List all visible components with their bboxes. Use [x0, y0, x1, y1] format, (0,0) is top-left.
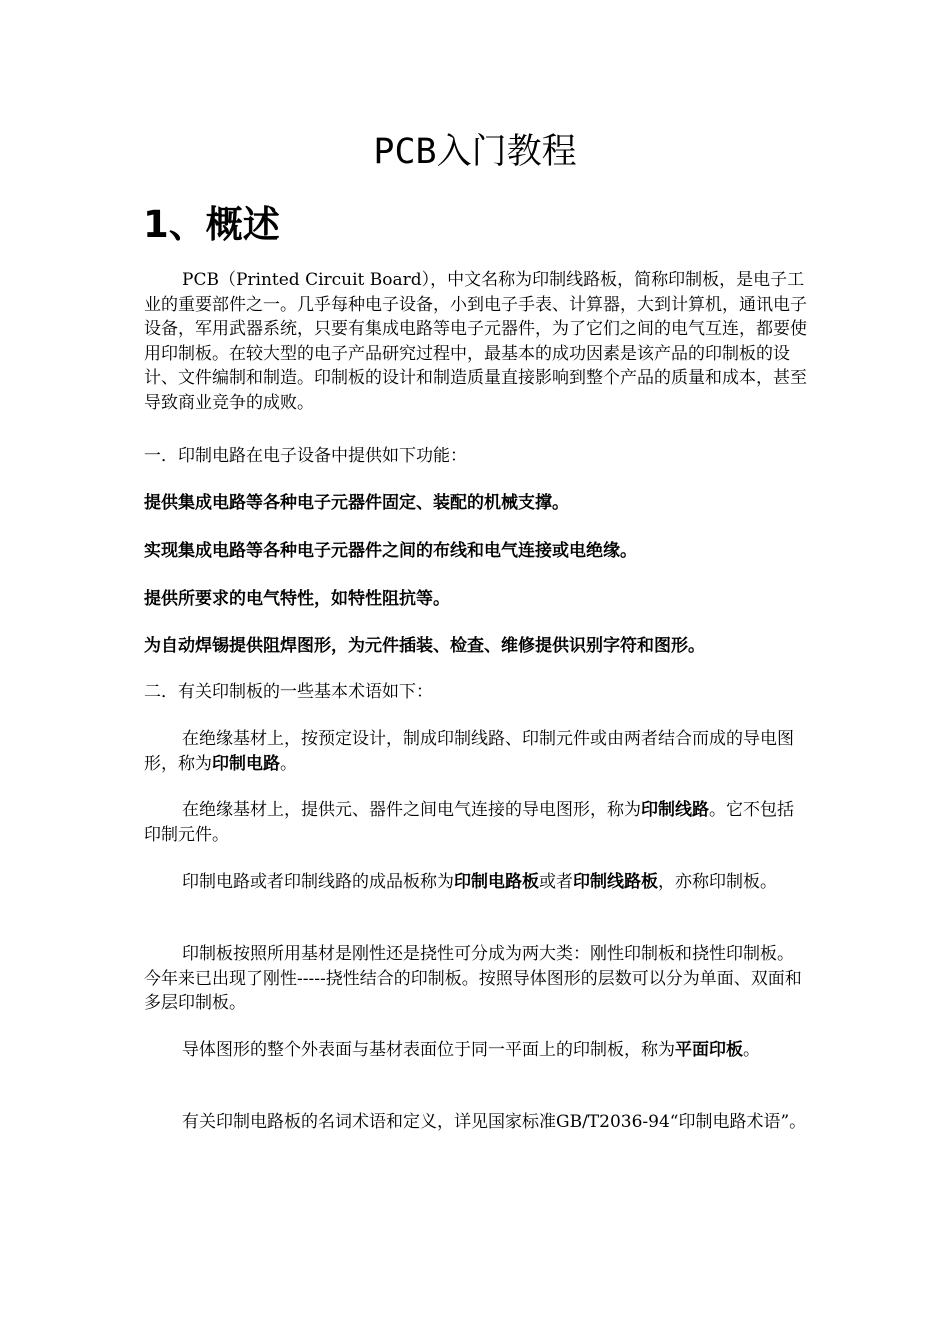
intro-paragraph: PCB（Printed Circuit Board），中文名称为印制线路板，简称印制板，是电子工业的重要部件之一。几乎每种电子设备，小到电子手表、计算器，大到计算机，通讯电子设备，军用武器系统，只要有集成电路等电子元器件，为了它们之间的电气互连，都要使用印制板。在较大型的电子产品研究过程中，最基本的成功因素是该产品的印制板的设计、文件编制和制造。印制板的设计和制造质量直接影响到整个产品的质量和成本，甚至导致商业竞争的成败。 [144, 270, 807, 413]
term-p2-end: 。它不包括印制元件。 [144, 800, 794, 845]
term-p2-text: 在绝缘基材上，提供元、器件之间电气连接的导电图形，称为 [182, 800, 641, 820]
term-paragraph-printed-circuit [144, 727, 808, 776]
term-p3-middle: 或者 [539, 872, 573, 892]
term-paragraph-flush-board [144, 1038, 808, 1063]
term-p5-end: 。 [743, 1040, 760, 1060]
term-paragraph-printed-board [144, 870, 808, 895]
term-printed-circuit: 印制电路 [212, 753, 280, 774]
function-item-4: 为自动焊锡提供阻焊图形，为元件插装、检查、维修提供识别字符和图形。 [144, 636, 705, 656]
function-item-1: 提供集成电路等各种电子元器件固定、装配的机械支撑。 [144, 493, 569, 513]
section-heading-overview: 1、概述 [143, 203, 280, 246]
term-p3-text: 印制电路或者印制线路的成品板称为 [182, 872, 454, 892]
functions-heading: 一．印制电路在电子设备中提供如下功能： [144, 446, 467, 466]
terms-heading: 二．有关印制板的一些基本术语如下： [144, 682, 433, 702]
term-p1-end: 。 [280, 753, 297, 774]
term-paragraph-standard-reference: 有关印制电路板的名词术语和定义，详见国家标准GB/T2036-94“印制电路术语”。 [182, 1112, 807, 1132]
document-title: PCB入门教程 [373, 132, 577, 172]
term-paragraph-board-types: 印制板按照所用基材是刚性还是挠性可分成为两大类：刚性印制板和挠性印制板。今年来已出现了刚性-----挠性结合的印制板。按照导体图形的层数可以分为单面、双面和多层印制板。 [144, 944, 802, 1013]
term-p5-text: 导体图形的整个外表面与基材表面位于同一平面上的印制板，称为 [182, 1040, 675, 1060]
function-item-3: 提供所要求的电气特性，如特性阻抗等。 [144, 589, 450, 609]
term-p3-end: ，亦称印制板。 [658, 872, 777, 892]
term-paragraph-printed-wiring [144, 798, 808, 847]
term-printed-circuit-board: 印制电路板 [454, 872, 539, 892]
function-item-2: 实现集成电路等各种电子元器件之间的布线和电气连接或电绝缘。 [144, 541, 637, 561]
term-printed-wiring-board: 印制线路板 [573, 872, 658, 892]
term-p1-text: 在绝缘基材上，按预定设计，制成印制线路、印制元件或由两者结合而成的导电图形，称为 [144, 729, 794, 774]
term-printed-wiring: 印制线路 [641, 800, 709, 820]
term-flush-board: 平面印板 [675, 1040, 743, 1060]
